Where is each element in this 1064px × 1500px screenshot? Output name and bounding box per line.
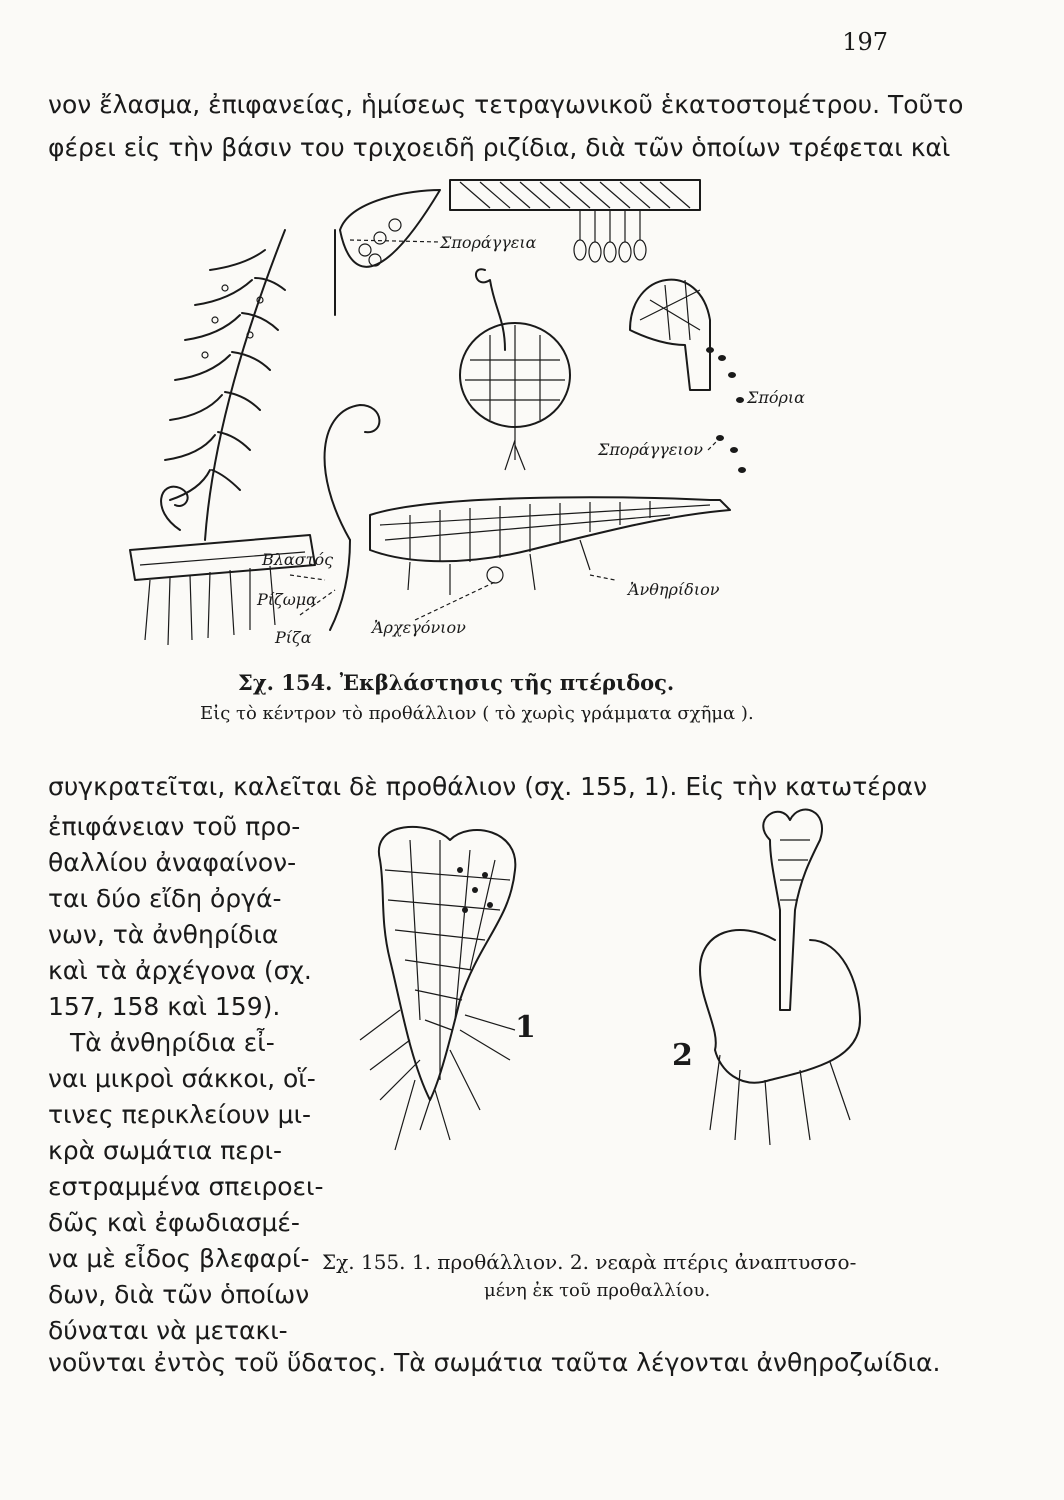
figure-154-caption-title: Σχ. 154. Ἐκβλάστησις τῆς πτέριδος. bbox=[238, 670, 675, 695]
body-line-full: συγκρατεῖται, καλεῖται δὲ προθάλιον (σχ. 155, 1). Εἰς τὴν κατωτέραν bbox=[48, 772, 928, 801]
narrow-line-13: να μὲ εἶδος βλεφαρί- bbox=[48, 1244, 310, 1273]
label-antheridion: Ἀνθηρίδιον bbox=[628, 580, 720, 599]
fern-frond-drawing bbox=[130, 230, 315, 645]
body-last-line: νοῦνται ἐντὸς τοῦ ὕδατος. Τὰ σωμάτια ταῦτα λέγονται ἀνθηροζωίδια. bbox=[48, 1348, 941, 1377]
narrow-line-2: θαλλίου ἀναφαίνον- bbox=[48, 848, 297, 877]
narrow-line-12: δῶς καὶ ἐφωδιασμέ- bbox=[48, 1208, 300, 1237]
label-sporangeion: Σποράγγειον bbox=[598, 440, 704, 459]
intro-line-2: φέρει εἰς τὴν βάσιν του τριχοειδῆ ριζίδια, διὰ τῶν ὁποίων τρέφεται καὶ bbox=[48, 133, 951, 162]
narrow-line-6: 157, 158 καὶ 159). bbox=[48, 992, 281, 1021]
label-sporangia: Σποράγγεια bbox=[440, 233, 537, 252]
narrow-line-3: ται δύο εἴδη ὀργά- bbox=[48, 884, 282, 913]
figure-155-illustration bbox=[340, 800, 900, 1200]
narrow-line-11: εστραμμένα σπειροει- bbox=[48, 1172, 324, 1201]
narrow-line-10: κρὰ σωμάτια περι- bbox=[48, 1136, 283, 1165]
page-number: 197 bbox=[842, 28, 888, 56]
narrow-line-4: νων, τὰ ἀνθηρίδια bbox=[48, 920, 279, 949]
figure-155-number-1: 1 bbox=[515, 1010, 536, 1045]
narrow-line-9: τινες περικλείουν μι- bbox=[48, 1100, 312, 1129]
narrow-line-14: δων, διὰ τῶν ὁποίων bbox=[48, 1280, 310, 1309]
narrow-line-7: Τὰ ἀνθηρίδια εἶ- bbox=[70, 1028, 275, 1057]
young-fern-drawing bbox=[700, 810, 860, 1145]
figure-155-caption-line-2: μένη ἐκ τοῦ προθαλλίου. bbox=[484, 1280, 711, 1301]
young-prothallus-drawing bbox=[460, 269, 570, 470]
prothallus-drawing bbox=[360, 827, 515, 1150]
figure-154-caption-subtitle: Εἰς τὸ κέντρον τὸ προθάλλιον ( τὸ χωρὶς γράμματα σχῆμα ). bbox=[200, 703, 754, 724]
label-archegonion: Ἀρχεγόνιον bbox=[372, 618, 466, 637]
label-riza: Ρίζα bbox=[275, 628, 312, 647]
narrow-line-5: καὶ τὰ ἀρχέγονα (σχ. bbox=[48, 956, 312, 985]
narrow-line-8: ναι μικροὶ σάκκοι, οἵ- bbox=[48, 1064, 316, 1093]
intro-line-1: νον ἔλασμα, ἐπιφανείας, ἡμίσεως τετραγωνικοῦ ἑκατοστομέτρου. Τοῦτο bbox=[48, 90, 964, 119]
figure-155-caption-line-1: Σχ. 155. 1. προθάλλιον. 2. νεαρὰ πτέρις ἀναπτυσσο- bbox=[322, 1250, 857, 1274]
label-blastos: Βλαστός bbox=[262, 550, 334, 569]
narrow-line-15: δύναται νὰ μετακι- bbox=[48, 1316, 288, 1345]
label-sporia: Σπόρια bbox=[747, 388, 805, 407]
sorus-detail-drawing bbox=[335, 190, 440, 315]
narrow-line-1: ἐπιφάνειαν τοῦ προ- bbox=[48, 812, 301, 841]
label-rizoma: Ρίζωμα bbox=[257, 590, 317, 609]
figure-155-number-2: 2 bbox=[672, 1038, 693, 1073]
